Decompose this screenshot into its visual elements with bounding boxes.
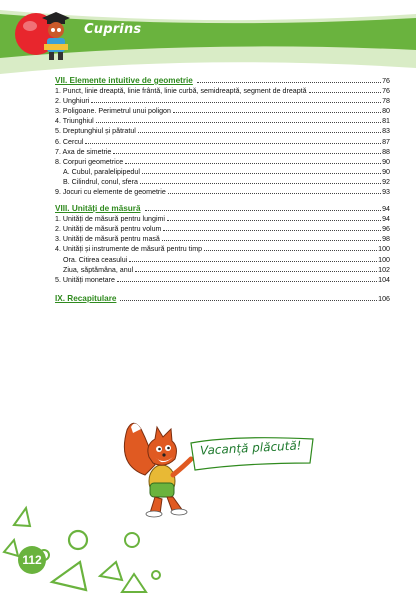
page-title: Cuprins xyxy=(84,22,142,37)
page-ref: 76 xyxy=(382,77,390,85)
dot-leader xyxy=(91,102,381,103)
page-ref: 96 xyxy=(382,225,390,234)
dot-leader xyxy=(117,281,377,282)
dot-leader xyxy=(120,300,377,301)
page-ref: 88 xyxy=(382,147,390,156)
toc-item[interactable] xyxy=(55,186,390,196)
toc-subitem[interactable] xyxy=(55,166,390,176)
item-label: 1. Unități de măsură pentru lungimi xyxy=(55,215,166,224)
page-ref: 81 xyxy=(382,117,390,126)
toc-subitem[interactable] xyxy=(55,176,390,186)
triangle-icon xyxy=(14,508,30,526)
page-ref: 80 xyxy=(382,107,390,116)
toc-item[interactable] xyxy=(55,85,390,95)
toc-item[interactable] xyxy=(55,135,390,145)
table-of-contents xyxy=(55,74,390,303)
item-label: Ora. Citirea ceasului xyxy=(63,255,128,264)
toc-item[interactable] xyxy=(55,223,390,233)
page-ref: 78 xyxy=(382,97,390,106)
toc-item[interactable] xyxy=(55,95,390,105)
item-label: 3. Poligoane. Perimetrul unui poligon xyxy=(55,107,171,116)
item-label: B. Cilindrul, conul, sfera xyxy=(63,177,138,186)
section-title: VII. Elemente intuitive de geometrie xyxy=(55,76,193,85)
circle-icon xyxy=(152,571,160,579)
toc-item[interactable] xyxy=(55,213,390,223)
page-ref: 100 xyxy=(378,255,390,264)
page-ref: 83 xyxy=(382,127,390,136)
item-label: 7. Axa de simetrie xyxy=(55,147,112,156)
toc-item[interactable] xyxy=(55,156,390,166)
item-label: 4. Triunghiul xyxy=(55,117,94,126)
toc-item[interactable] xyxy=(55,115,390,125)
circle-icon xyxy=(125,533,139,547)
triangle-icon xyxy=(4,540,18,556)
item-label: 9. Jocuri cu elemente de geometrie xyxy=(55,188,166,197)
dot-leader xyxy=(85,143,381,144)
page-ref: 100 xyxy=(378,245,390,254)
dot-leader xyxy=(96,122,381,123)
triangle-icon xyxy=(122,574,146,592)
page-ref: 94 xyxy=(382,215,390,224)
item-label: A. Cubul, paralelipipedul xyxy=(63,167,140,176)
triangle-icon xyxy=(100,562,122,580)
item-label: 5. Unități monetare xyxy=(55,275,115,284)
header-banner xyxy=(0,0,416,80)
item-label: 2. Unghiuri xyxy=(55,97,90,106)
dot-leader xyxy=(168,193,381,194)
dot-leader xyxy=(197,82,381,83)
item-label: 3. Unități de măsură pentru masă xyxy=(55,235,160,244)
page-ref: 106 xyxy=(378,294,390,303)
item-label: 6. Cercul xyxy=(55,137,84,146)
item-label: 4. Unități și instrumente de măsură pentru timp xyxy=(55,245,203,254)
section-title: VIII. Unități de măsură xyxy=(55,204,141,214)
dot-leader xyxy=(309,92,382,93)
page-ref: 102 xyxy=(378,265,390,274)
item-label: 5. Dreptunghiul și pătratul xyxy=(55,127,136,136)
dot-leader xyxy=(163,230,381,231)
toc-item[interactable] xyxy=(55,146,390,156)
page-ref: 93 xyxy=(382,188,390,197)
toc-subitem[interactable] xyxy=(55,264,390,274)
triangle-icon xyxy=(52,562,86,590)
dot-leader xyxy=(125,163,381,164)
dot-leader xyxy=(129,261,377,262)
toc-item[interactable] xyxy=(55,233,390,243)
decorative-shapes xyxy=(0,500,416,596)
dot-leader xyxy=(173,112,381,113)
dot-leader xyxy=(204,250,377,251)
toc-section[interactable] xyxy=(55,74,390,85)
toc-item[interactable] xyxy=(55,125,390,135)
toc-item[interactable] xyxy=(55,243,390,253)
toc-subitem[interactable] xyxy=(55,253,390,263)
toc-section[interactable] xyxy=(55,202,390,213)
vacation-sign-text: Vacanță plăcută! xyxy=(199,438,302,458)
toc-item[interactable] xyxy=(55,105,390,115)
page-ref: 92 xyxy=(382,177,390,186)
item-label: Ziua, săptămâna, anul xyxy=(63,265,134,274)
page-ref: 76 xyxy=(382,87,390,96)
page-ref: 90 xyxy=(382,157,390,166)
toc-item[interactable] xyxy=(55,274,390,284)
dot-leader xyxy=(142,173,381,174)
circle-icon xyxy=(69,531,87,549)
dot-leader xyxy=(162,240,381,241)
item-label: 8. Corpuri geometrice xyxy=(55,157,124,166)
page-ref: 94 xyxy=(382,205,390,214)
item-label: 1. Punct, linie dreaptă, linie frântă, linie curbă, semidreaptă, segment de dreaptă xyxy=(55,87,307,96)
toc-section[interactable] xyxy=(55,292,390,303)
page-ref: 104 xyxy=(378,275,390,284)
dot-leader xyxy=(140,183,381,184)
section-title: IX. Recapitulare xyxy=(55,293,117,303)
dot-leader xyxy=(138,132,381,133)
item-label: 2. Unități de măsură pentru volum xyxy=(55,225,162,234)
dot-leader xyxy=(113,153,381,154)
dot-leader xyxy=(167,220,381,221)
page-ref: 98 xyxy=(382,235,390,244)
page-ref: 90 xyxy=(382,167,390,176)
dot-leader xyxy=(135,271,377,272)
dot-leader xyxy=(145,210,382,211)
page-number-badge: 112 xyxy=(18,546,46,574)
page-ref: 87 xyxy=(382,137,390,146)
